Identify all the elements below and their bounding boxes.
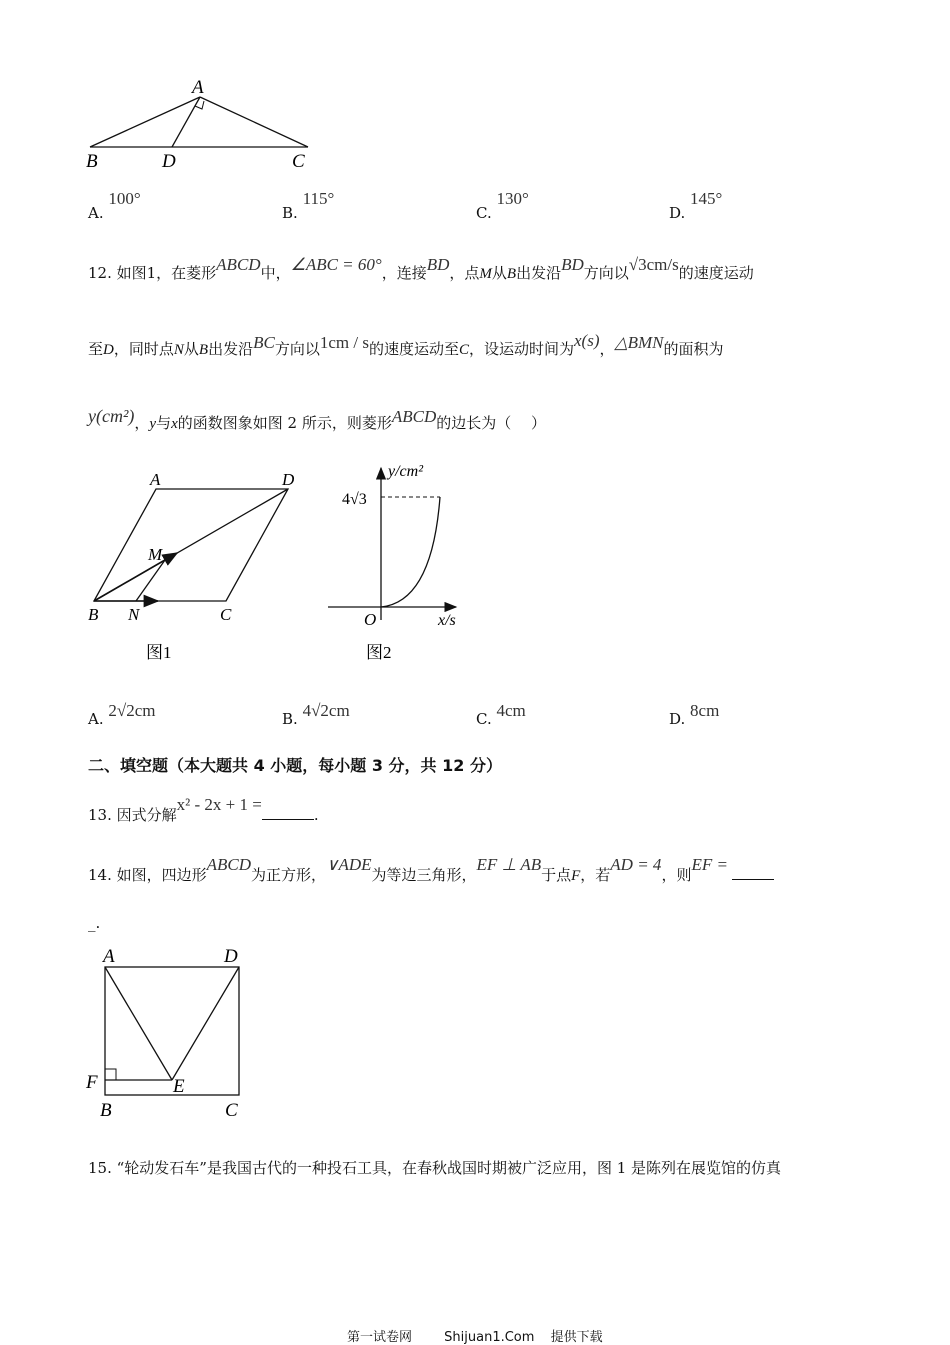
x-axis-label: x/s — [438, 612, 456, 629]
rhombus-figure — [80, 465, 320, 665]
caption-fig2: 图2 — [366, 643, 392, 662]
label-A: A — [103, 946, 115, 967]
label-C: C — [225, 1100, 238, 1121]
q12-option-d: D. 8cm — [669, 701, 720, 728]
label-C: C — [220, 605, 232, 624]
q12-line-1: 12. 如图1，在菱形ABCD中，∠ABC = 60°，连接BD，点M从B出发沿BD方向以√3cm/s的速度运动 — [88, 255, 754, 282]
caption-fig1: 图1 — [146, 643, 172, 662]
footer-site-url: Shijuan1.Com — [444, 1330, 535, 1345]
q13-line: 13. 因式分解x² - 2x + 1 =. — [88, 795, 319, 824]
q12-option-c: C. 4cm — [476, 701, 526, 728]
label-E: E — [173, 1076, 185, 1097]
y-max-label: 4√3 — [342, 491, 367, 508]
label-D: D — [224, 946, 238, 967]
label-N: N — [128, 605, 140, 624]
section-heading: 二、填空题（本大题共 4 小题，每小题 3 分，共 12 分） — [88, 756, 502, 775]
q11-option-b: B. 115° — [282, 189, 335, 222]
function-graph — [322, 460, 472, 665]
page-footer — [347, 1326, 603, 1345]
label-A: A — [192, 77, 204, 98]
label-B: B — [100, 1100, 112, 1121]
label-F: F — [86, 1072, 98, 1093]
label-B: B — [86, 151, 98, 172]
label-B: B — [88, 605, 99, 624]
label-C: C — [292, 151, 305, 172]
footer-download: 提供下载 — [550, 1330, 603, 1345]
q12-option-a: A. 2√2cm — [88, 701, 156, 728]
triangle-figure — [80, 75, 330, 175]
y-axis-label: y/cm² — [388, 463, 423, 480]
label-A: A — [150, 470, 161, 489]
q12-line-3: y(cm²)，y与x的函数图象如图 2 所示，则菱形ABCD的边长为（ ） — [88, 406, 547, 432]
q14-blank — [732, 865, 774, 880]
q11-option-a: A. 100° — [88, 189, 141, 222]
q12-line-2: 至D，同时点N从B出发沿BC方向以1cm / s的速度运动至C，设运动时间为x(s)，△BMN的面积为 — [88, 331, 724, 358]
q11-option-d: D. 145° — [669, 189, 723, 222]
q13-blank — [262, 805, 314, 820]
q12-option-b: B. 4√2cm — [282, 701, 350, 728]
footer-site-cn: 第一试卷网 — [347, 1330, 413, 1345]
q14-line: 14. 如图，四边形ABCD为正方形，∨ADE为等边三角形，EF ⊥ AB于点F，若AD = 4，则EF = — [88, 864, 774, 885]
label-M: M — [148, 545, 163, 564]
q14-line-tail: _. — [88, 914, 101, 932]
label-D: D — [162, 151, 176, 172]
origin-label: O — [364, 610, 377, 629]
square-figure — [80, 940, 260, 1125]
q15-line: 15. “轮动发石车”是我国古代的一种投石工具，在春秋战国时期被广泛应用，图 1 是陈列在展览馆的仿真 — [88, 1159, 782, 1177]
q11-option-c: C. 130° — [476, 189, 529, 222]
label-D: D — [282, 470, 295, 489]
